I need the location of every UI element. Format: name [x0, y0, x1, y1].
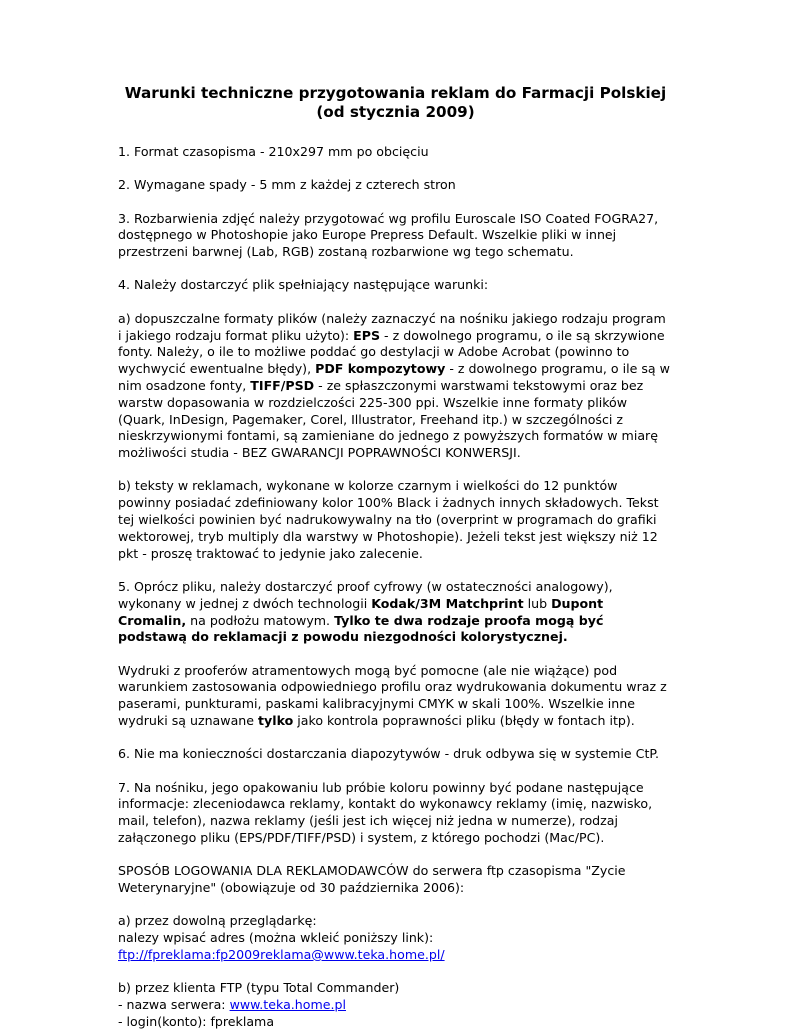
server-link[interactable]: www.teka.home.pl — [229, 997, 346, 1013]
server-label: - nazwa serwera: — [118, 997, 230, 1013]
paragraph-ftp-client — [118, 980, 673, 1030]
paragraph-browser — [118, 913, 673, 963]
paragraph-wydruki — [118, 663, 673, 730]
ftp-login-line: - login(konto): fpreklama — [118, 1013, 275, 1029]
bold-cromalin: Dupont Cromalin, — [118, 595, 604, 628]
text-segment: - z dowolnego programu, o ile są w nim osadzone fonty, — [118, 361, 670, 393]
text-segment: na podłożu matowym. — [186, 612, 335, 628]
paragraph-item-7: 7. Na nośniku, jego opakowaniu lub próbie koloru powinny być podane następujące informacje: zleceniodawca reklamy, kontakt do wykonawcy reklamy (imię, nazwisko, mail, telefon), nazwa reklamy (jeśli jest ich więcej niż jedna w numerze), rodzaj załączonego pliku (EPS/PDF/TIFF/PSD) i system, z którego pochodzi (Mac/PC). — [118, 779, 653, 845]
paragraph-item-3: 3. Rozbarwienia zdjęć należy przygotować wg profilu Euroscale ISO Coated FOGRA27, dostępnego w Photoshopie jako Europe Prepress Default. Wszelkie pliki w innej przestrzeni barwnej (Lab, RGB) zostaną rozbarwione wg tego schematu. — [118, 210, 659, 260]
paragraph-item-4b: b) teksty w reklamach, wykonane w kolorze czarnym i wielkości do 12 punktów powinny posiadać zdefiniowany kolor 100% Black i żadnych innych składowych. Tekst tej wielkości powinien być nadrukowywalny na tło (overprint w programach do grafiki wektorowej, tryb multiply dla warstwy w Photoshopie). Jeżeli tekst jest większy niż 12 pkt - proszę traktować to jedynie jako zalecenie. — [118, 478, 659, 561]
paragraph-login-intro: SPOSÓB LOGOWANIA DLA REKLAMODAWCÓW do serwera ftp czasopisma "Zycie Weterynaryjne" (obowiązuje od 30 października 2006): — [118, 863, 626, 896]
browser-line-2: nalezy wpisać adres (można wkleić poniższy link): — [118, 930, 434, 946]
title-line-1: Warunki techniczne przygotowania reklam do Farmacji Polskiej — [124, 84, 667, 102]
paragraph-item-4: 4. Należy dostarczyć plik spełniający następujące warunki: — [118, 277, 489, 293]
paragraph-item-6: 6. Nie ma konieczności dostarczania diapozytywów - druk odbywa się w systemie CtP. — [118, 746, 660, 762]
text-segment: Wydruki z prooferów atramentowych mogą być pomocne (ale nie wiążące) pod warunkiem zastosowania odpowiedniego profilu oraz wydrukowania dokumentu wraz z paserami, punkturami, paskami kalibracyjnymi CMYK w skali 100%. Wszelkie inne wydruki są uznawane — [118, 662, 667, 729]
text-segment: - ze spłaszczonymi warstwami tekstowymi oraz bez warstw dopasowania w rozdzielczości 225-300 ppi. Wszelkie inne formaty plików (Quark, InDesign, Pagemaker, Corel, Illustrator, Freehand itp.) w szczególności z nieskrzywionymi fontami, są zamieniane do jednego z powyższych formatów w miarę możliwości studia - BEZ GWARANCJI POPRAWNOŚCI KONWERSJI. — [118, 377, 658, 461]
text-segment: jako kontrola poprawności pliku (błędy w fontach itp). — [293, 713, 635, 729]
ftp-line-1: b) przez klienta FTP (typu Total Commander) — [118, 980, 400, 996]
paragraph-item-5 — [118, 579, 673, 646]
bold-pdf: PDF kompozytowy — [315, 361, 446, 377]
paragraph-item-4a — [118, 311, 673, 462]
bold-proof-note: Tylko te dwa rodzaje proofa mogą być podstawą do reklamacji z powodu niezgodności kolorystycznej. — [118, 612, 604, 645]
paragraph-item-1: 1. Format czasopisma - 210x297 mm po obcięciu — [118, 144, 429, 159]
title-line-2: (od stycznia 2009) — [316, 103, 475, 121]
text-segment: - z dowolnego programu, o ile są skrzywione fonty. Należy, o ile to możliwe poddać go destylacji w Adobe Acrobat (powinno to wychwycić ewentualne błędy), — [118, 327, 665, 377]
ftp-server-line — [118, 997, 673, 1014]
bold-tiff: TIFF/PSD — [250, 377, 315, 393]
browser-line-1: a) przez dowolną przeglądarkę: — [118, 913, 317, 929]
text-segment: 5. Oprócz pliku, należy dostarczyć proof cyfrowy (w ostateczności analogowy), wykonany w jednej z dwóch technologii — [118, 578, 613, 611]
paragraph-item-2: 2. Wymagane spady - 5 mm z każdej z czterech stron — [118, 177, 456, 193]
text-segment: a) dopuszczalne formaty plików (należy zaznaczyć na nośniku jakiego rodzaju program i jakiego rodzaju format pliku użyto): — [118, 310, 666, 343]
bold-matchprint: Kodak/3M Matchprint — [371, 595, 524, 611]
text-segment: lub — [523, 595, 552, 611]
bold-eps: EPS — [353, 327, 381, 343]
document-title — [118, 84, 673, 122]
ftp-link[interactable]: ftp://fpreklama:fp2009reklama@www.teka.home.pl/ — [118, 946, 445, 962]
bold-tylko: tylko — [258, 713, 294, 729]
